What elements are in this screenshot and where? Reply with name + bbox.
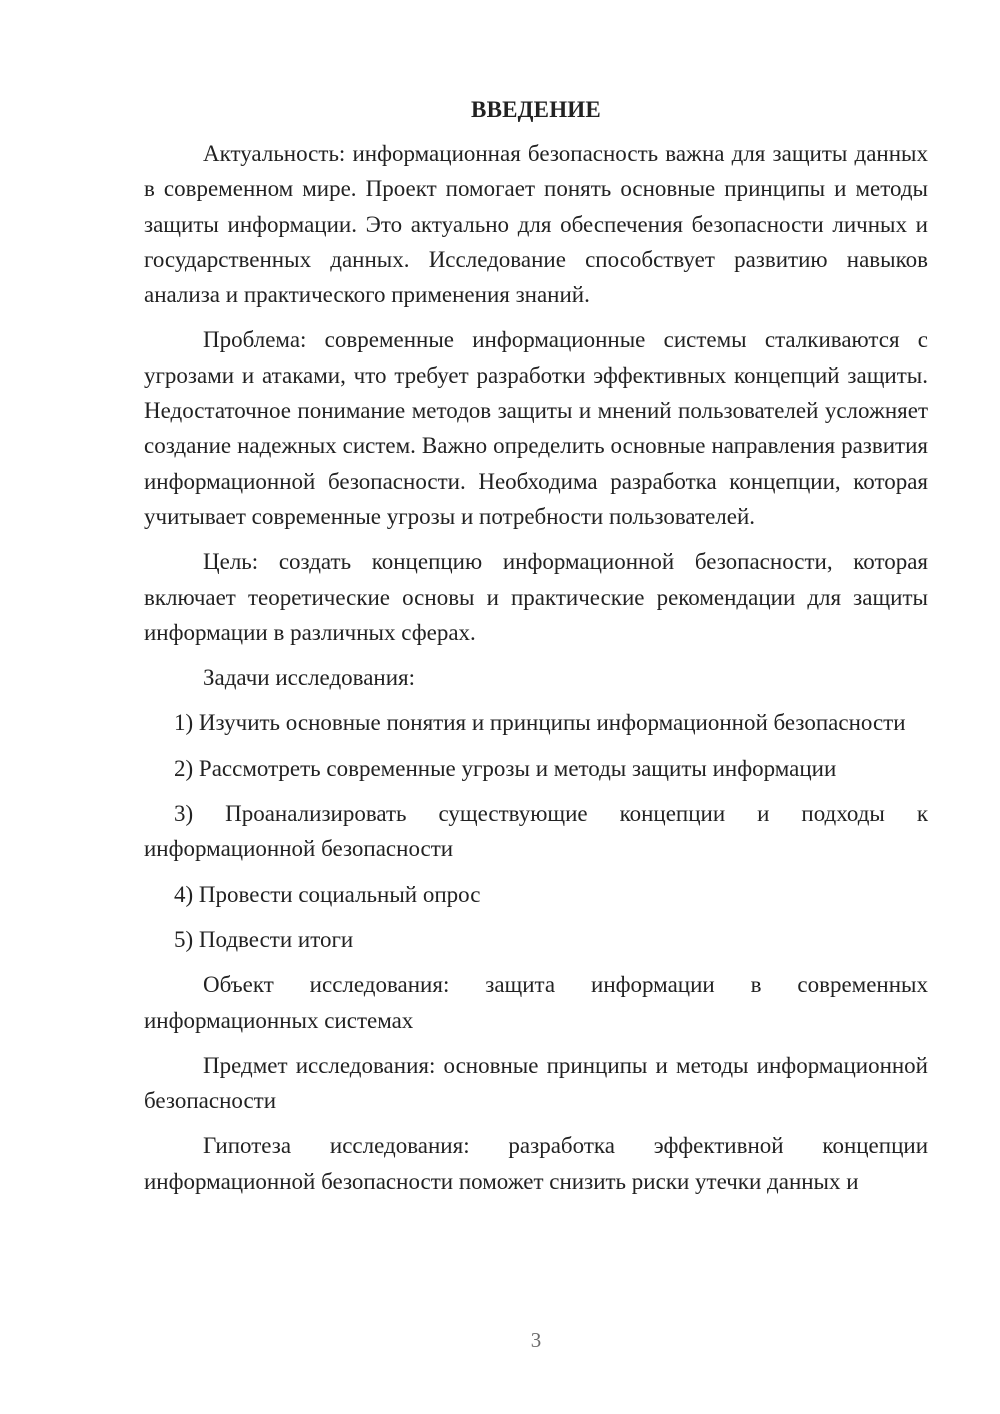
task-item-2: 2) Рассмотреть современные угрозы и методы защиты информации (174, 755, 837, 781)
paragraph-subject: Предмет исследования: основные принципы и методы информационной безопасности (144, 1052, 928, 1114)
task-item-5: 5) Подвести итоги (174, 926, 354, 952)
task-item-4: 4) Провести социальный опрос (174, 881, 481, 907)
paragraph-problem: Проблема: современные информационные системы сталкиваются с угрозами и атаками, что требует разработки эффективных концепций защиты. Недостаточное понимание методов защиты и мнений пользователей усложняет создание надежных систем. Важно определить основные направления развития информационной безопасности. Необходима разработка концепции, которая учитывает современные угрозы и потребности пользователей. (144, 327, 928, 529)
tasks-heading: Задачи исследования: (203, 665, 416, 691)
page-content (144, 92, 928, 1199)
paragraph-goal: Цель: создать концепцию информационной безопасности, которая включает теоретические основы и практические рекомендации для защиты информации в различных сферах. (144, 549, 928, 645)
page-number: 3 (530, 1328, 542, 1352)
task-item-3: 3) Проанализировать существующие концепции и подходы к информационной безопасности (144, 801, 928, 862)
paragraph-hypothesis: Гипотеза исследования: разработка эффективной концепции информационной безопасности поможет снизить риски утечки данных и (144, 1133, 928, 1194)
task-item-1: 1) Изучить основные понятия и принципы информационной безопасности (174, 710, 906, 736)
paragraph-object: Объект исследования: защита информации в современных информационных системах (144, 972, 928, 1033)
paragraph-relevance: Актуальность: информационная безопасность важна для защиты данных в современном мире. Проект помогает понять основные принципы и методы защиты информации. Это актуально для обеспечения безопасности личных и государственных данных. Исследование способствует развитию навыков анализа и практического применения знаний. (144, 141, 928, 308)
section-title: ВВЕДЕНИЕ (471, 97, 601, 122)
